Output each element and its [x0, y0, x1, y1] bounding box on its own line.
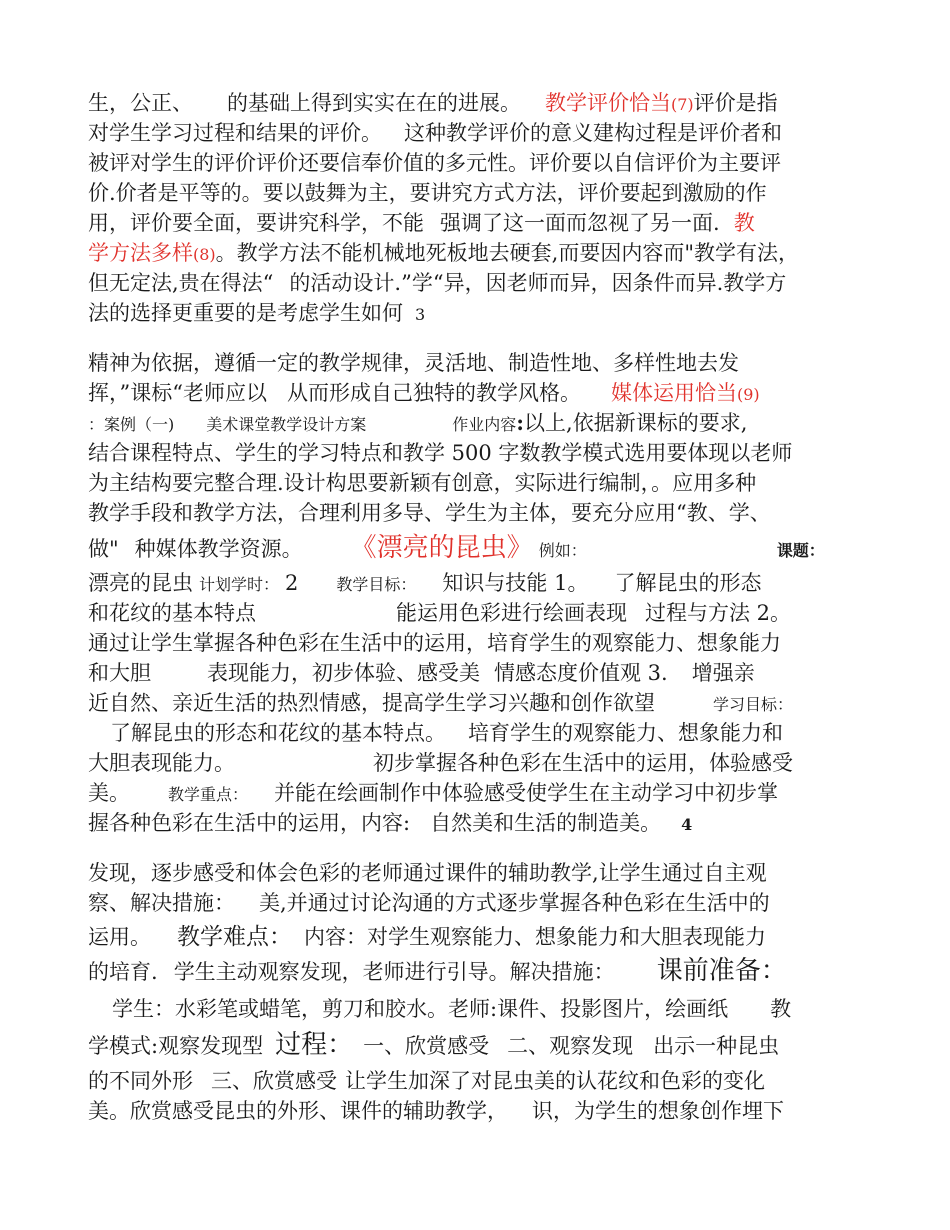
- text-run: 学模式:观察发现型: [88, 1034, 264, 1058]
- section-heading: 课前准备：: [656, 956, 787, 986]
- text-line: [88, 533, 825, 563]
- text-run: 和花纹的基本特点: [88, 601, 256, 625]
- text-run: 以上,依据新课标的要求,: [524, 411, 748, 435]
- text-line: [88, 238, 799, 268]
- text-line: [88, 688, 793, 718]
- section-heading: 过程：: [275, 1030, 354, 1060]
- text-run: 法的选择更重要的是考虑学生如何: [88, 301, 403, 325]
- text-run: 学习目标：: [713, 695, 794, 714]
- text-run: 美。: [88, 781, 130, 805]
- text-run: 能运用色彩进行绘画表现: [396, 601, 627, 625]
- text-run: 通过让学生掌握各种色彩在生活中的运用，培育学生的观察能力、想象能力: [88, 631, 781, 655]
- text-run: 做": [88, 537, 119, 561]
- text-run: 的培育.: [88, 960, 158, 984]
- text-line: [88, 568, 761, 598]
- text-run: 结合课程特点、学生的学习特点和教学 500 字数教学模式选用要体现以老师: [88, 441, 793, 465]
- text-line: [88, 748, 793, 778]
- text-run: 作业内容: [452, 415, 517, 434]
- text-run: 察、解决措施：: [88, 891, 235, 915]
- text-line: [88, 888, 770, 918]
- text-run: 学生主动观察发现，老师进行引导。解决措施：: [173, 960, 615, 984]
- text-line: [88, 208, 755, 238]
- text-run: 的基础上得到实实在在的进展。: [227, 91, 521, 115]
- text-run: 让学生加深了对昆虫美的认花纹和色彩的变化: [345, 1069, 765, 1093]
- text-run: 发现，逐步感受和体会色彩的老师通过课件的辅助教学,让学生通过自主观: [88, 861, 767, 885]
- page-number: 3: [415, 305, 426, 324]
- text-line: [88, 88, 778, 118]
- text-line: [88, 598, 791, 628]
- text-run: 并能在绘画制作中体验感受使学生在主动学习中初步掌: [274, 781, 779, 805]
- text-line: [88, 628, 781, 658]
- text-run: 漂亮的昆虫: [88, 571, 193, 595]
- text-line: [88, 498, 771, 528]
- text-run: 培育学生的观察能力、想象能力和: [468, 721, 783, 745]
- heading-number: (9): [736, 385, 760, 404]
- text-line: [88, 378, 760, 408]
- text-run: 自然美和生活的制造美。: [430, 811, 662, 835]
- text-line: [88, 298, 425, 328]
- text-run: 表现能力，初步体验、感受美: [207, 661, 480, 685]
- text-line: [88, 268, 786, 298]
- text-run: 握各种色彩在生活中的运用，内容:: [88, 811, 411, 835]
- text-line: [88, 778, 778, 808]
- text-line: [88, 922, 766, 952]
- text-run: 美,并通过讨论沟通的方式逐步掌握各种色彩在生活中的: [259, 891, 770, 915]
- text-run: 学生：水彩笔或蜡笔，剪刀和胶水。老师:课件、投影图片，绘画纸: [112, 997, 729, 1021]
- text-line: [88, 1066, 765, 1096]
- highlight-heading: 教学评价恰当: [545, 91, 671, 115]
- text-run: 了解昆虫的形态: [614, 571, 762, 595]
- text-run: 对学生学习过程和结果的评价。: [88, 121, 382, 145]
- text-line: [88, 994, 791, 1024]
- text-line: [88, 718, 783, 748]
- text-line: [88, 808, 692, 838]
- text-run: 识，为学生的想象创作埋下: [532, 1099, 784, 1123]
- text-line: [88, 1096, 784, 1126]
- page-number: 4: [681, 815, 693, 834]
- text-run: 强调了这一面而忽视了另一面.: [440, 211, 720, 235]
- text-line: [88, 148, 781, 178]
- text-run: 出示一种昆虫: [653, 1034, 780, 1058]
- text-run: 但无定法,贵在得法“: [88, 271, 274, 295]
- text-run: 三、欣赏感受: [211, 1069, 337, 1093]
- text-run: 课题：: [776, 541, 825, 560]
- text-run: 。教学方法不能机械地死板地去硬套,而要因内容而"教学有法，: [215, 241, 800, 265]
- text-run: 和大胆: [88, 661, 151, 685]
- text-run: 教学重点：: [168, 785, 249, 804]
- text-line: [88, 438, 792, 468]
- text-run: :: [516, 410, 525, 435]
- text-run: 运用。: [88, 925, 151, 949]
- section-heading: 教学难点：: [177, 924, 292, 950]
- text-line: [88, 408, 747, 438]
- text-run: 美术课堂教学设计方案: [206, 415, 367, 434]
- text-run: 一、欣赏感受: [363, 1034, 490, 1058]
- text-run: 了解昆虫的形态和花纹的基本特点。: [110, 721, 446, 745]
- text-run: 初步掌握各种色彩在生活中的运用，体验感受: [373, 751, 793, 775]
- text-run: 种媒体教学资源。: [134, 537, 303, 561]
- text-run: 被评对学生的评价评价还要信奉价值的多元性。评价要以自信评价为主要评: [88, 151, 781, 175]
- text-run: 二、观察发现: [507, 1034, 634, 1058]
- text-run: 为主结构要完整合理.设计构思要新颖有创意，实际进行编制，。应用多种: [88, 471, 757, 495]
- text-run: 评价是指: [693, 91, 778, 115]
- text-line: [88, 468, 756, 498]
- text-line: [88, 348, 739, 378]
- text-line: [88, 858, 767, 888]
- text-run: 用，评价要全面，要讲究科学，不能: [88, 211, 424, 235]
- text-run: 的活动设计.”学“异，因老师而异，因条件而异.教学方: [289, 271, 787, 295]
- text-run: 价.价者是平等的。要以鼓舞为主，要讲究方式方法，评价要起到激励的作: [88, 181, 767, 205]
- highlight-heading: 媒体运用恰当: [610, 381, 737, 405]
- text-run: 2: [285, 571, 299, 595]
- highlight-heading: 学方法多样: [88, 241, 193, 265]
- text-run: 教: [770, 997, 792, 1021]
- text-line: [88, 658, 755, 688]
- text-line: [88, 118, 782, 148]
- text-run: 近自然、亲近生活的热烈情感，提高学生学习兴趣和创作欲望: [88, 691, 655, 715]
- highlight-heading: 教: [733, 211, 755, 235]
- text-run: 的不同外形: [88, 1069, 193, 1093]
- text-line: [88, 178, 767, 208]
- text-run: 教学手段和教学方法，合理利用多导、学生为主体，要充分应用“教、学、: [88, 501, 771, 525]
- text-run: 内容：对学生观察能力、想象能力和大胆表现能力: [304, 925, 766, 949]
- text-run: 大胆表现能力。: [88, 751, 235, 775]
- text-run: 教学目标：: [336, 575, 417, 594]
- heading-number: (7): [671, 95, 694, 114]
- text-run: 知识与技能 1。: [442, 571, 589, 595]
- text-line: [88, 956, 787, 986]
- text-run: ：案例（一): [88, 415, 175, 434]
- text-run: 从而形成自己独特的教学风格。: [286, 381, 581, 405]
- heading-number: (8): [193, 245, 216, 264]
- text-run: 生，公正、: [88, 91, 193, 115]
- text-run: 美。欣赏感受昆虫的外形、课件的辅助教学，: [88, 1099, 508, 1123]
- text-run: 情感态度价值观 3.: [494, 661, 668, 685]
- text-run: 挥，”课标“老师应以: [88, 381, 267, 405]
- text-run: 增强亲: [691, 661, 755, 685]
- lesson-title: 《漂亮的昆虫》: [350, 533, 533, 563]
- text-run: 例如：: [538, 541, 587, 560]
- text-run: 过程与方法 2。: [645, 601, 792, 625]
- text-run: 计划学时：: [199, 575, 280, 594]
- text-run: 这种教学评价的意义建构过程是评价者和: [404, 121, 782, 145]
- text-run: 精神为依据，遵循一定的教学规律，灵活地、制造性地、多样性地去发: [88, 351, 739, 375]
- text-line: [88, 1030, 779, 1060]
